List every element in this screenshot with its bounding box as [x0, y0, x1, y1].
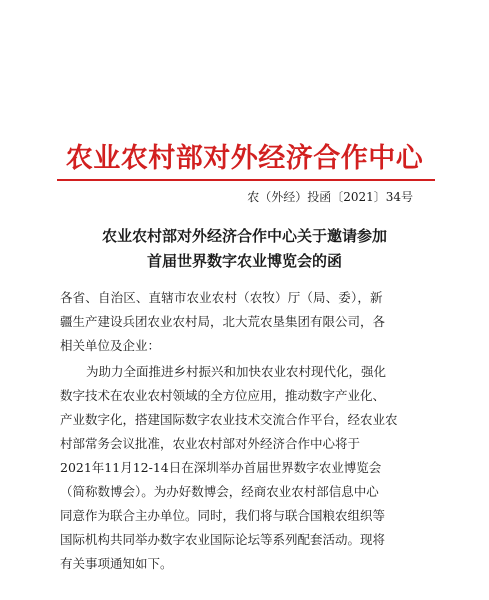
paragraph-line: 为助力全面推进乡村振兴和加快农业农村现代化，强化: [86, 364, 387, 379]
paragraph-line: 2021年11月12-14日在深圳举办首届世界数字农业博览会: [60, 460, 382, 475]
recipients-line: 各省、自治区、直辖市农业农村（农牧）厅（局、委），新: [60, 290, 383, 305]
paragraph-line: 产业数字化，搭建国际数字农业技术交流合作平台，经农业农: [60, 412, 398, 427]
document-title: [0, 224, 489, 274]
recipients-block: [60, 286, 440, 358]
body-paragraph: [60, 360, 440, 576]
document-number: 农（外经）投函〔2021〕34号: [247, 190, 413, 204]
paragraph-line: 国际机构共同举办数字农业国际论坛等系列配套活动。现将: [60, 532, 386, 547]
letterhead-org-name: 农业农村部对外经济合作中心: [65, 143, 424, 174]
letterhead-red-rule: [57, 179, 435, 181]
document-body: [60, 286, 440, 576]
paragraph-line: 同意作为联合主办单位。同时，我们将与联合国粮农组织等: [60, 508, 386, 523]
paragraph-line: 数字技术在农业农村领域的全方位应用，推动数字产业化、: [60, 388, 386, 403]
document-title-line-2: 首届世界数字农业博览会的函: [146, 252, 342, 270]
paragraph-line: 有关事项通知如下。: [60, 556, 173, 571]
paragraph-line: 村部常务会议批准，农业农村部对外经济合作中心将于: [60, 436, 361, 451]
document-title-line-1: 农业农村部对外经济合作中心关于邀请参加: [101, 227, 387, 245]
recipients-line: 疆生产建设兵团农业农村局，北大荒农垦集团有限公司，各: [60, 314, 386, 329]
paragraph-line: （简称数博会）。为办好数博会，经商农业农村部信息中心: [60, 484, 379, 499]
recipients-line: 相关单位及企业：: [60, 338, 161, 353]
